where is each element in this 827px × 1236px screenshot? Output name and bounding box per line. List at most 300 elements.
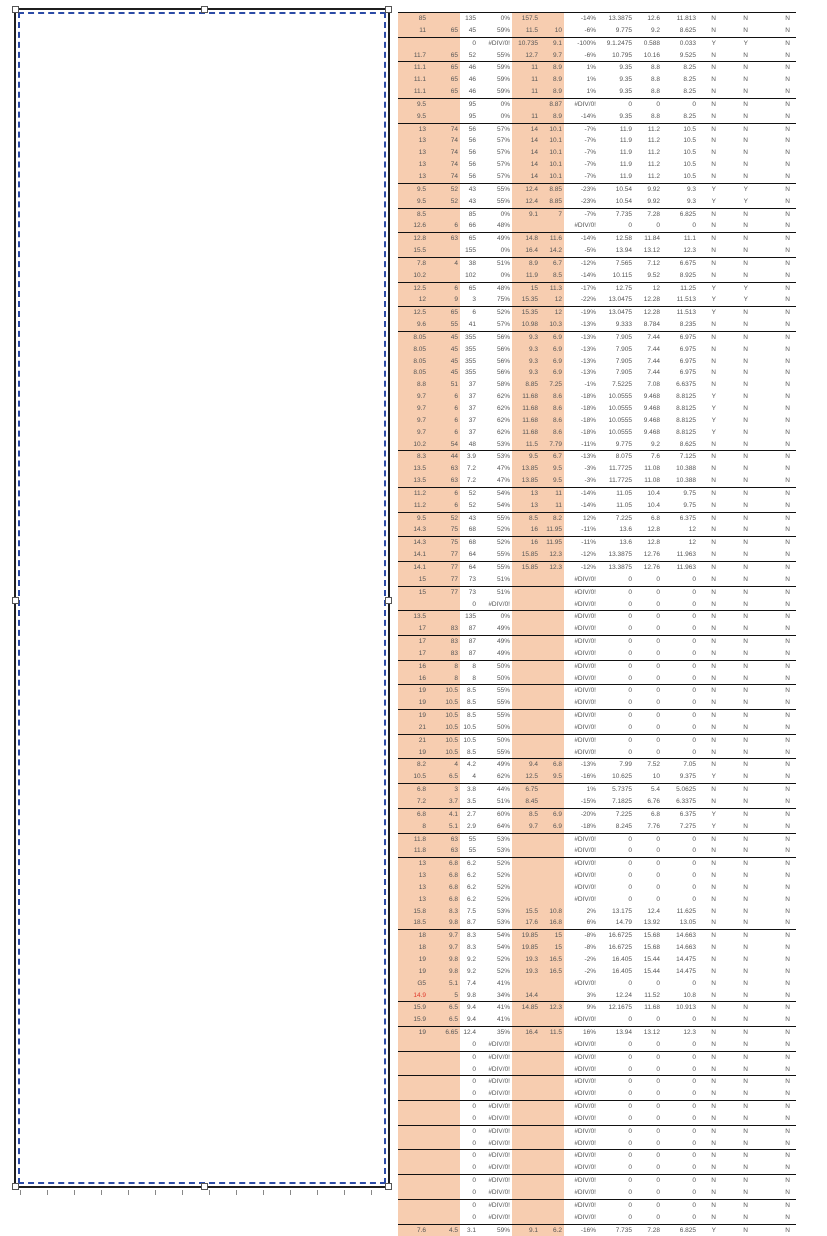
- table-cell[interactable]: N: [743, 748, 748, 756]
- table-cell[interactable]: 0: [472, 39, 476, 47]
- table-cell[interactable]: 87: [468, 638, 476, 646]
- table-cell[interactable]: 12.76: [643, 551, 660, 559]
- table-cell[interactable]: -1%: [584, 381, 596, 389]
- table-cell[interactable]: 9.5: [540, 475, 564, 487]
- table-cell[interactable]: 8.5: [466, 699, 476, 707]
- table-cell[interactable]: [512, 1101, 540, 1113]
- table-cell[interactable]: [540, 882, 564, 894]
- table-cell[interactable]: Y: [711, 822, 716, 830]
- table-cell[interactable]: 6.975: [679, 345, 696, 353]
- table-cell[interactable]: [540, 1212, 564, 1224]
- table-cell[interactable]: 9.3: [686, 197, 696, 205]
- table-cell[interactable]: 8.784: [643, 321, 660, 329]
- table-cell[interactable]: N: [785, 222, 790, 230]
- table-cell[interactable]: N: [743, 26, 748, 34]
- table-cell[interactable]: 0: [692, 1177, 696, 1185]
- table-cell[interactable]: 6.65: [428, 1027, 460, 1039]
- table-cell[interactable]: N: [785, 259, 790, 267]
- table-cell[interactable]: 11.5: [540, 1027, 564, 1039]
- table-cell[interactable]: -2%: [584, 955, 596, 963]
- table-cell[interactable]: 13.5: [398, 475, 428, 487]
- table-cell[interactable]: N: [711, 979, 716, 987]
- table-cell[interactable]: 37: [468, 405, 476, 412]
- table-cell[interactable]: #DIV/0!: [488, 1040, 510, 1048]
- table-cell[interactable]: Y: [711, 405, 716, 412]
- table-cell[interactable]: 9.2: [466, 967, 476, 975]
- table-cell[interactable]: #DIV/0!: [488, 1213, 510, 1221]
- table-cell[interactable]: 16.8: [540, 917, 564, 929]
- table-cell[interactable]: #DIV/0!: [574, 883, 596, 891]
- table-cell[interactable]: 7.76: [647, 822, 660, 830]
- table-cell[interactable]: N: [711, 453, 716, 461]
- table-cell[interactable]: N: [785, 149, 790, 157]
- table-cell[interactable]: 355: [465, 357, 476, 365]
- table-cell[interactable]: 11.1: [398, 86, 428, 98]
- table-cell[interactable]: N: [785, 185, 790, 193]
- table-cell[interactable]: #DIV/0!: [488, 600, 510, 608]
- table-cell[interactable]: 6: [472, 309, 476, 317]
- table-cell[interactable]: 16: [512, 537, 540, 549]
- table-cell[interactable]: N: [785, 357, 790, 365]
- table-cell[interactable]: 10.4: [647, 501, 660, 509]
- table-cell[interactable]: #DIV/0!: [488, 1127, 510, 1135]
- table-cell[interactable]: -14%: [580, 501, 596, 509]
- table-cell[interactable]: 15.8: [398, 906, 428, 918]
- table-cell[interactable]: 11.9: [619, 161, 632, 169]
- table-cell[interactable]: N: [785, 465, 790, 473]
- table-cell[interactable]: 74: [428, 135, 460, 147]
- table-cell[interactable]: [512, 685, 540, 697]
- table-cell[interactable]: 49%: [496, 761, 510, 769]
- table-cell[interactable]: 9.2: [650, 440, 660, 448]
- table-cell[interactable]: 3.7: [428, 796, 460, 808]
- table-cell[interactable]: [512, 845, 540, 857]
- table-cell[interactable]: N: [785, 210, 790, 218]
- table-cell[interactable]: 17: [398, 623, 428, 635]
- table-cell[interactable]: 11.2: [647, 149, 660, 157]
- table-cell[interactable]: [512, 697, 540, 709]
- table-cell[interactable]: N: [711, 588, 716, 596]
- table-cell[interactable]: N: [785, 919, 790, 927]
- table-cell[interactable]: 55%: [496, 699, 510, 707]
- table-cell[interactable]: N: [785, 1103, 790, 1111]
- table-cell[interactable]: N: [711, 687, 716, 695]
- table-cell[interactable]: N: [711, 1004, 716, 1012]
- table-cell[interactable]: 13.5: [398, 611, 428, 623]
- table-cell[interactable]: N: [785, 773, 790, 781]
- table-cell[interactable]: 64%: [496, 822, 510, 830]
- table-cell[interactable]: 10.5: [428, 722, 460, 734]
- table-cell[interactable]: 15.44: [643, 955, 660, 963]
- table-cell[interactable]: 12.24: [615, 991, 632, 999]
- table-cell[interactable]: 53%: [496, 847, 510, 855]
- table-cell[interactable]: 55%: [496, 712, 510, 720]
- table-cell[interactable]: 8.6: [540, 415, 564, 427]
- table-cell[interactable]: [398, 1138, 428, 1150]
- table-cell[interactable]: 10.5: [683, 125, 696, 133]
- table-cell[interactable]: [512, 1162, 540, 1174]
- table-cell[interactable]: N: [711, 1078, 716, 1086]
- table-cell[interactable]: 8.5: [398, 209, 428, 221]
- table-cell[interactable]: 12: [540, 307, 564, 319]
- table-cell[interactable]: -7%: [584, 137, 596, 145]
- table-cell[interactable]: 0: [628, 1040, 632, 1048]
- table-cell[interactable]: N: [785, 381, 790, 389]
- table-cell[interactable]: 11.2: [398, 488, 428, 500]
- table-cell[interactable]: 9.1: [540, 38, 564, 50]
- table-cell[interactable]: 11.68: [512, 403, 540, 415]
- table-cell[interactable]: 7.44: [647, 369, 660, 377]
- table-cell[interactable]: N: [711, 100, 716, 108]
- table-cell[interactable]: [398, 1052, 428, 1064]
- table-cell[interactable]: N: [785, 161, 790, 169]
- table-cell[interactable]: #DIV/0!: [488, 1065, 510, 1073]
- table-cell[interactable]: 13.0475: [608, 296, 632, 304]
- table-cell[interactable]: 41: [468, 321, 476, 329]
- table-cell[interactable]: 83: [428, 636, 460, 648]
- table-cell[interactable]: Y: [711, 416, 716, 424]
- table-cell[interactable]: 0: [628, 1213, 632, 1221]
- table-cell[interactable]: 13.3875: [608, 551, 632, 559]
- table-cell[interactable]: [398, 1212, 428, 1224]
- resize-handle-middle-right[interactable]: [385, 597, 392, 604]
- table-cell[interactable]: 0: [692, 222, 696, 230]
- table-cell[interactable]: N: [743, 575, 748, 583]
- table-cell[interactable]: N: [743, 883, 748, 891]
- table-cell[interactable]: #DIV/0!: [488, 1078, 510, 1086]
- table-cell[interactable]: [540, 697, 564, 709]
- table-cell[interactable]: 0: [656, 1213, 660, 1221]
- table-cell[interactable]: 11.9: [619, 125, 632, 133]
- table-cell[interactable]: 0: [692, 860, 696, 868]
- table-cell[interactable]: 0%: [500, 112, 510, 120]
- table-cell[interactable]: N: [711, 748, 716, 756]
- table-cell[interactable]: 55: [428, 319, 460, 331]
- table-cell[interactable]: 0: [692, 712, 696, 720]
- table-cell[interactable]: N: [743, 440, 748, 448]
- table-cell[interactable]: -12%: [580, 563, 596, 571]
- table-cell[interactable]: 0: [692, 748, 696, 756]
- table-cell[interactable]: N: [711, 847, 716, 855]
- table-cell[interactable]: 9.2: [650, 26, 660, 34]
- table-cell[interactable]: N: [785, 26, 790, 34]
- table-cell[interactable]: N: [711, 76, 716, 84]
- table-cell[interactable]: 9.1: [512, 1225, 540, 1236]
- table-cell[interactable]: N: [785, 369, 790, 377]
- table-cell[interactable]: 65: [428, 307, 460, 319]
- table-cell[interactable]: 0: [656, 625, 660, 633]
- table-cell[interactable]: [428, 209, 460, 221]
- table-cell[interactable]: 14.1: [398, 562, 428, 574]
- table-cell[interactable]: N: [743, 137, 748, 145]
- table-cell[interactable]: N: [785, 786, 790, 794]
- table-cell[interactable]: 44: [428, 451, 460, 463]
- table-cell[interactable]: 6.5: [428, 1002, 460, 1014]
- table-cell[interactable]: -11%: [581, 440, 596, 448]
- table-cell[interactable]: 52: [428, 513, 460, 525]
- table-cell[interactable]: 12.3: [683, 247, 696, 255]
- table-cell[interactable]: 16.5: [540, 966, 564, 978]
- table-cell[interactable]: 17: [398, 648, 428, 660]
- table-cell[interactable]: 95: [468, 112, 476, 120]
- table-cell[interactable]: 3.5: [466, 798, 476, 805]
- table-cell[interactable]: [540, 1052, 564, 1064]
- table-cell[interactable]: 9.775: [615, 440, 632, 448]
- table-cell[interactable]: [428, 1052, 460, 1064]
- table-cell[interactable]: -19%: [580, 309, 596, 317]
- table-cell[interactable]: 11.9: [619, 137, 632, 145]
- table-cell[interactable]: 0: [692, 872, 696, 880]
- table-cell[interactable]: 9.7: [398, 415, 428, 427]
- table-cell[interactable]: 0: [472, 1040, 476, 1048]
- table-cell[interactable]: 0: [628, 872, 632, 880]
- table-cell[interactable]: N: [743, 600, 748, 608]
- table-cell[interactable]: [398, 1076, 428, 1088]
- table-cell[interactable]: 0: [628, 847, 632, 855]
- table-cell[interactable]: N: [785, 172, 790, 180]
- table-cell[interactable]: N: [711, 1164, 716, 1172]
- table-cell[interactable]: 7.2: [466, 477, 476, 485]
- table-cell[interactable]: 0: [656, 1090, 660, 1098]
- table-cell[interactable]: N: [785, 883, 790, 891]
- table-cell[interactable]: 55: [468, 847, 476, 855]
- table-cell[interactable]: 46: [468, 88, 476, 96]
- table-cell[interactable]: N: [785, 649, 790, 657]
- table-cell[interactable]: N: [785, 137, 790, 145]
- table-cell[interactable]: 10.1: [540, 171, 564, 183]
- table-cell[interactable]: #DIV/0!: [574, 588, 596, 596]
- table-cell[interactable]: 15.9: [398, 1014, 428, 1026]
- table-cell[interactable]: 11.84: [644, 235, 660, 243]
- table-cell[interactable]: [540, 1175, 564, 1187]
- table-cell[interactable]: 49%: [496, 649, 510, 657]
- table-cell[interactable]: 7.8: [398, 258, 428, 270]
- table-cell[interactable]: 9.3: [512, 356, 540, 368]
- table-cell[interactable]: [512, 587, 540, 599]
- table-cell[interactable]: 12.3: [540, 562, 564, 574]
- table-cell[interactable]: -15%: [580, 798, 596, 805]
- table-cell[interactable]: 7.44: [647, 345, 660, 353]
- table-cell[interactable]: 0: [656, 222, 660, 230]
- table-cell[interactable]: N: [785, 723, 790, 731]
- table-cell[interactable]: 60%: [496, 810, 510, 818]
- table-cell[interactable]: 0: [656, 835, 660, 843]
- table-cell[interactable]: 9.4: [466, 1004, 476, 1012]
- table-cell[interactable]: N: [743, 112, 748, 120]
- table-cell[interactable]: N: [743, 405, 748, 412]
- table-cell[interactable]: N: [711, 1152, 716, 1160]
- table-cell[interactable]: N: [711, 440, 716, 448]
- resize-handle-bottom-left[interactable]: [12, 1183, 19, 1190]
- table-cell[interactable]: #DIV/0!: [574, 674, 596, 682]
- table-cell[interactable]: [512, 636, 540, 648]
- table-cell[interactable]: 0: [692, 1139, 696, 1147]
- table-cell[interactable]: -6%: [584, 51, 596, 59]
- table-cell[interactable]: 8.25: [683, 88, 696, 96]
- table-cell[interactable]: N: [711, 345, 716, 353]
- table-cell[interactable]: 6.975: [679, 357, 696, 365]
- table-cell[interactable]: 10.388: [676, 465, 696, 473]
- table-cell[interactable]: 10.1: [540, 159, 564, 171]
- table-cell[interactable]: 21: [398, 735, 428, 747]
- table-cell[interactable]: 6.825: [679, 1226, 696, 1234]
- table-cell[interactable]: 6.2: [466, 872, 476, 880]
- table-cell[interactable]: 8: [428, 661, 460, 673]
- table-cell[interactable]: 12: [540, 294, 564, 306]
- table-cell[interactable]: N: [743, 736, 748, 744]
- table-cell[interactable]: -11%: [581, 526, 596, 534]
- table-cell[interactable]: 8.075: [615, 453, 632, 461]
- table-cell[interactable]: 59%: [496, 64, 510, 72]
- table-cell[interactable]: [398, 1175, 428, 1187]
- table-cell[interactable]: 10.5: [683, 137, 696, 145]
- table-cell[interactable]: 16.6725: [608, 944, 632, 952]
- table-cell[interactable]: 10.5: [683, 149, 696, 157]
- table-cell[interactable]: 0: [656, 100, 660, 108]
- table-cell[interactable]: 15: [398, 587, 428, 599]
- table-cell[interactable]: -8%: [584, 932, 596, 940]
- table-cell[interactable]: 9.3: [686, 185, 696, 193]
- table-cell[interactable]: 10.625: [612, 773, 632, 781]
- table-cell[interactable]: 9.5: [398, 196, 428, 208]
- table-cell[interactable]: N: [785, 761, 790, 769]
- table-cell[interactable]: 0: [656, 1164, 660, 1172]
- table-cell[interactable]: N: [711, 222, 716, 230]
- table-cell[interactable]: N: [743, 333, 748, 341]
- table-cell[interactable]: 13.92: [643, 919, 660, 927]
- table-cell[interactable]: N: [743, 514, 748, 522]
- table-cell[interactable]: [540, 1064, 564, 1076]
- table-cell[interactable]: 0: [472, 1065, 476, 1073]
- table-cell[interactable]: 19: [398, 747, 428, 759]
- table-cell[interactable]: 0: [656, 1065, 660, 1073]
- table-cell[interactable]: -18%: [580, 405, 596, 412]
- table-cell[interactable]: 57%: [496, 125, 510, 133]
- table-cell[interactable]: 11.813: [676, 15, 696, 22]
- table-cell[interactable]: #DIV/0!: [574, 736, 596, 744]
- table-cell[interactable]: 11: [540, 500, 564, 512]
- table-cell[interactable]: N: [743, 1114, 748, 1122]
- table-cell[interactable]: N: [743, 381, 748, 389]
- table-cell[interactable]: 7.79: [540, 439, 564, 451]
- table-cell[interactable]: 16: [398, 661, 428, 673]
- table-cell[interactable]: N: [711, 798, 716, 805]
- table-cell[interactable]: N: [785, 1114, 790, 1122]
- table-cell[interactable]: #DIV/0!: [574, 1139, 596, 1147]
- table-cell[interactable]: 45: [428, 344, 460, 356]
- table-cell[interactable]: 13: [398, 882, 428, 894]
- table-cell[interactable]: 0: [692, 575, 696, 583]
- table-cell[interactable]: 6.2: [466, 883, 476, 891]
- table-cell[interactable]: 10.5: [428, 685, 460, 697]
- table-cell[interactable]: 66: [468, 222, 476, 230]
- table-cell[interactable]: N: [785, 1213, 790, 1221]
- table-cell[interactable]: N: [711, 235, 716, 243]
- table-cell[interactable]: #DIV/0!: [574, 600, 596, 608]
- table-cell[interactable]: 8.625: [679, 26, 696, 34]
- table-cell[interactable]: 0: [692, 979, 696, 987]
- table-cell[interactable]: 6.2: [466, 860, 476, 868]
- table-cell[interactable]: 14.79: [615, 919, 632, 927]
- table-cell[interactable]: N: [785, 860, 790, 868]
- table-cell[interactable]: N: [785, 979, 790, 987]
- table-cell[interactable]: 12.6: [647, 15, 660, 22]
- table-cell[interactable]: #DIV/0!: [574, 895, 596, 903]
- table-cell[interactable]: 12.76: [643, 563, 660, 571]
- table-cell[interactable]: N: [785, 501, 790, 509]
- table-cell[interactable]: 65: [468, 284, 476, 292]
- table-cell[interactable]: 68: [468, 539, 476, 547]
- table-cell[interactable]: 48: [468, 440, 476, 448]
- table-cell[interactable]: N: [785, 235, 790, 243]
- table-cell[interactable]: 9.5: [398, 99, 428, 111]
- table-cell[interactable]: 6.8: [650, 810, 660, 818]
- table-cell[interactable]: 0: [692, 1016, 696, 1024]
- table-cell[interactable]: N: [785, 991, 790, 999]
- table-cell[interactable]: 12.1675: [608, 1004, 632, 1012]
- table-cell[interactable]: 0: [628, 1201, 632, 1209]
- table-cell[interactable]: N: [711, 649, 716, 657]
- table-cell[interactable]: 15.44: [643, 967, 660, 975]
- table-cell[interactable]: 6.6375: [676, 381, 696, 389]
- table-cell[interactable]: 51%: [496, 259, 510, 267]
- table-cell[interactable]: 15.9: [398, 1002, 428, 1014]
- table-cell[interactable]: 59%: [496, 88, 510, 96]
- table-cell[interactable]: [512, 648, 540, 660]
- table-cell[interactable]: N: [785, 699, 790, 707]
- table-cell[interactable]: 0: [628, 1152, 632, 1160]
- table-cell[interactable]: 13.94: [615, 247, 632, 255]
- table-cell[interactable]: N: [785, 1189, 790, 1196]
- table-cell[interactable]: 15: [540, 942, 564, 954]
- table-cell[interactable]: 54%: [496, 944, 510, 952]
- table-cell[interactable]: #DIV/0!: [574, 712, 596, 720]
- table-cell[interactable]: 5.1: [428, 978, 460, 990]
- table-cell[interactable]: 11: [512, 111, 540, 123]
- table-cell[interactable]: 5.4: [650, 786, 660, 794]
- table-cell[interactable]: 14.475: [676, 967, 696, 975]
- table-cell[interactable]: 6.8: [540, 759, 564, 771]
- table-cell[interactable]: 1%: [586, 76, 596, 84]
- table-cell[interactable]: 102: [465, 271, 476, 279]
- table-cell[interactable]: N: [711, 835, 716, 843]
- table-cell[interactable]: [540, 648, 564, 660]
- table-cell[interactable]: 9.5: [512, 451, 540, 463]
- table-cell[interactable]: 8.8: [650, 76, 660, 84]
- table-cell[interactable]: 6: [428, 403, 460, 415]
- table-cell[interactable]: 5: [428, 990, 460, 1002]
- table-cell[interactable]: #DIV/0!: [574, 835, 596, 843]
- table-cell[interactable]: 0: [656, 1177, 660, 1185]
- table-cell[interactable]: [540, 990, 564, 1002]
- table-cell[interactable]: N: [711, 112, 716, 120]
- table-cell[interactable]: 9.3: [512, 332, 540, 344]
- table-cell[interactable]: 0: [692, 1152, 696, 1160]
- table-cell[interactable]: #DIV/0!: [574, 1103, 596, 1111]
- table-cell[interactable]: 6.675: [679, 259, 696, 267]
- table-cell[interactable]: 14.4: [512, 990, 540, 1002]
- table-cell[interactable]: 11.5: [512, 25, 540, 37]
- table-cell[interactable]: N: [785, 514, 790, 522]
- table-cell[interactable]: 62%: [496, 405, 510, 412]
- table-cell[interactable]: [512, 1212, 540, 1224]
- table-cell[interactable]: 11.95: [540, 524, 564, 536]
- table-cell[interactable]: 11.7725: [608, 465, 632, 473]
- table-cell[interactable]: 4: [472, 773, 476, 781]
- table-cell[interactable]: 77: [428, 562, 460, 574]
- table-cell[interactable]: N: [743, 895, 748, 903]
- table-cell[interactable]: -23%: [580, 185, 596, 193]
